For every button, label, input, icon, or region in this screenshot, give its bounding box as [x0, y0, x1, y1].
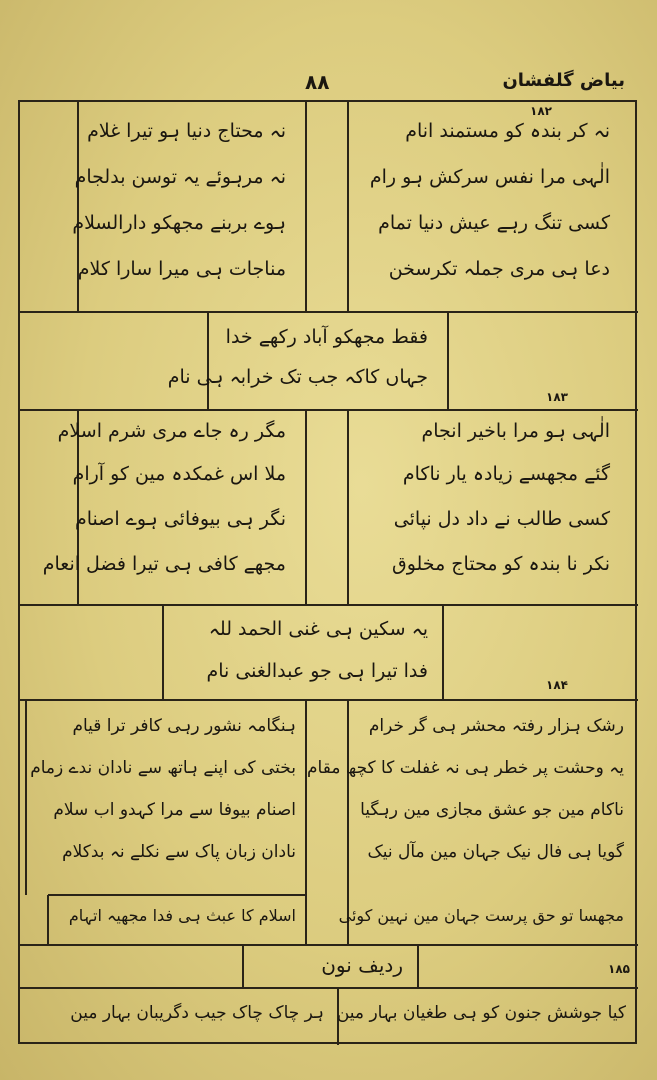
verse-line: نادان زبان پاک سے نکلے نہ بدکلام — [62, 842, 296, 862]
verse-line: ہوے بربنے مجھکو دارالسلام — [72, 212, 286, 234]
radif-heading: ردیف نون — [321, 953, 403, 977]
verse-line: نہ مرہوئے یہ توسن بدلجام — [74, 166, 286, 188]
verse-line: بختی کی اپنے ہاتھ سے نادان ندے زمام — [30, 758, 296, 778]
verse-line: گئے مجھسے زیادہ یار ناکام — [402, 463, 610, 485]
verse-line: مجھسا تو حق پرست جہان مین نہین کوئی — [338, 906, 624, 925]
verse-line: جہاں کاکہ جب تک خرابہ ہی نام — [167, 366, 428, 388]
verse-line: ملا اس غمکدہ مین کو آرام — [72, 463, 286, 485]
verse-line: فدا تیرا ہی جو عبدالغنی نام — [206, 660, 428, 682]
verse-line: یہ سکین ہی غنی الحمد للہ — [208, 618, 428, 640]
verse-line: کیا جوشش جنون کو ہی طغیان بہار مین — [336, 1003, 626, 1023]
verse-line: گویا ہی فال نیک جہان مین مآل نیک — [367, 842, 624, 862]
verse-line: رشک ہزار رفتہ محشر ہی گر خرام — [368, 716, 624, 736]
stanza-number: ۱۸۵ — [608, 962, 630, 976]
verse-line: نہ کر بندہ کو مستمند انام — [405, 120, 610, 142]
verse-line: یہ وحشت پر خطر ہی نہ غفلت کا کچھ مقام — [307, 758, 624, 778]
stanza-number: ۱۸۴ — [546, 678, 568, 692]
verse-line: دعا ہی مری جملہ تکرسخن — [388, 258, 610, 280]
verse-line: نگر ہی بیوفائی ہوے اصنام — [74, 508, 286, 530]
verse-line: فقط مجھکو آباد رکھے خدا — [225, 326, 428, 348]
verse-line: اصنام بیوفا سے مرا کہدو اب سلام — [53, 800, 296, 820]
verse-line: کسی طالب نے داد دل نپائی — [393, 508, 610, 530]
verse-line: ہر چاک چاک جیب دگریبان بہار مین — [70, 1003, 324, 1023]
page-number: ۸۸ — [305, 70, 330, 94]
verse-line: کسی تنگ رہے عیش دنیا تمام — [378, 212, 610, 234]
verse-line: مگر رہ جاے مری شرم اسلام — [57, 420, 286, 442]
verse-line: نہ محتاج دنیا ہو تیرا غلام — [87, 120, 286, 142]
verse-line: مجھے کافی ہی تیرا فضل انعام — [42, 553, 286, 575]
page-header-title: بیاض گلفشان — [502, 70, 625, 91]
verse-grid — [18, 100, 638, 1045]
verse-line: الٰہی مرا نفس سرکش ہو رام — [369, 166, 610, 188]
verse-line: الٰہی ہو مرا باخیر انجام — [421, 420, 610, 442]
verse-line: مناجات ہی میرا سارا کلام — [77, 258, 286, 280]
stanza-number: ۱۸۲ — [530, 104, 552, 118]
verse-line: ہنگامہ نشور رہی کافر ترا قیام — [72, 716, 296, 736]
verse-line: نکر نا بندہ کو محتاج مخلوق — [391, 553, 610, 575]
stanza-number: ۱۸۳ — [546, 390, 568, 404]
verse-line: اسلام کا عبث ہی فدا مجھیہ اتہام — [68, 906, 296, 925]
verse-line: ناکام مین جو عشق مجازی مین رہگیا — [360, 800, 624, 820]
